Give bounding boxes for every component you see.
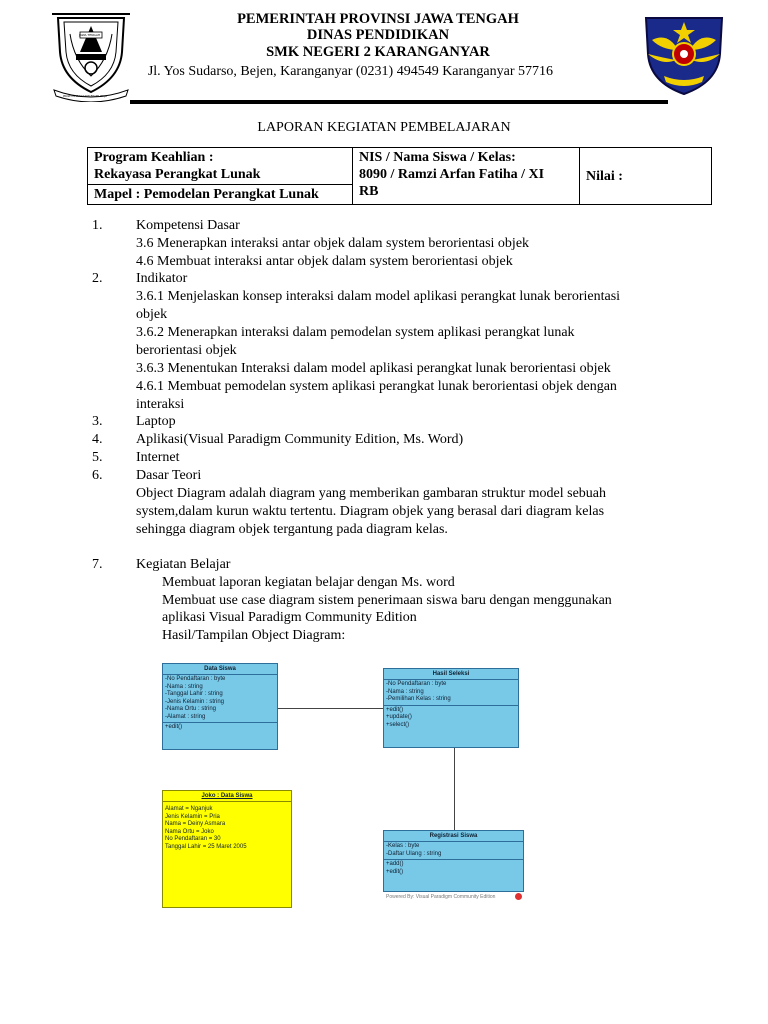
operation: +edit()	[165, 724, 183, 730]
slot: Nama = Deiny Asmara	[165, 821, 226, 827]
attribute: -Nama Ortu : string	[165, 706, 217, 712]
kegiatan-line: Hasil/Tampilan Object Diagram:	[162, 628, 346, 643]
list-item: Internet	[136, 450, 180, 465]
slot: No Pendaftaran = 30	[165, 836, 221, 842]
school-logo	[642, 10, 726, 96]
mapel-cell	[88, 185, 353, 205]
kegiatan-line: Membuat laporan kegiatan belajar dengan Ms. word	[162, 575, 455, 590]
item-number: 1.	[92, 218, 103, 233]
list-item: 3.6 Menerapkan interaksi antar objek dalam system berorientasi objek	[136, 236, 530, 251]
header-line-3: SMK NEGERI 2 KARANGANYAR	[266, 44, 490, 60]
attribute: -Jenis Kelamin : string	[165, 698, 225, 705]
link-hasilseleksi-registrasi	[454, 746, 455, 831]
nilai-cell	[580, 148, 712, 205]
address-clip	[133, 64, 553, 84]
header-line-2: DINAS PENDIDIKAN	[306, 27, 450, 43]
attribute: -Daftar Ulang : string	[386, 850, 442, 857]
class-name: Data Siswa	[163, 664, 277, 675]
province-logo-label: JAWA TENGAH	[79, 33, 101, 37]
vp-logo-icon	[515, 893, 522, 900]
program-cell	[88, 148, 353, 185]
operation: +add()	[386, 861, 404, 867]
class-operations	[163, 723, 277, 733]
class-attributes	[384, 680, 518, 706]
list-item: Dasar Teori	[136, 468, 202, 483]
program-value: Rekayasa Perangkat Lunak	[94, 167, 261, 182]
list-item: 3.6.2 Menerapkan interaksi dalam pemodelan system aplikasi perangkat lunak	[136, 325, 575, 340]
class-attributes	[384, 842, 523, 860]
province-logo-ribbon: PRASETYA ULAH SAKTI BHAKTI PRAJA	[63, 95, 107, 98]
attribute: -Pemilihan Kelas : string	[386, 696, 451, 702]
attribute: -No Pendaftaran : byte	[386, 681, 447, 687]
list-item: 4.6.1 Membuat pemodelan system aplikasi perangkat lunak berorientasi objek dengan	[136, 379, 617, 394]
slot: Jenis Kelamin = Pria	[165, 813, 220, 820]
operation: +update()	[386, 714, 412, 720]
report-title: LAPORAN KEGIATAN PEMBELAJARAN	[257, 120, 511, 135]
nis-label: NIS / Nama Siswa / Kelas:	[359, 150, 516, 165]
list-item: sehingga diagram objek tergantung pada diagram kelas.	[136, 522, 448, 537]
attribute: -Alamat : string	[165, 713, 206, 720]
nis-value-2: RB	[359, 184, 379, 199]
object-slots	[163, 802, 291, 852]
list-item: 3.6.3 Menentukan Interaksi dalam model aplikasi perangkat lunak berorientasi objek	[136, 361, 611, 376]
nilai-label: Nilai :	[586, 168, 623, 184]
operation: +select()	[386, 721, 410, 728]
list-item: system,dalam kurun waktu tertentu. Diagram objek yang berasal dari diagram kelas	[136, 504, 605, 519]
slot: Nama Ortu = Joko	[165, 828, 214, 835]
header-rule	[130, 100, 668, 104]
item-number: 5.	[92, 450, 103, 465]
slot: Tanggal Lahir = 25 Maret 2005	[165, 843, 247, 850]
operation: +edit()	[386, 706, 404, 713]
class-operations	[384, 706, 518, 731]
class-operations	[384, 860, 523, 877]
class-hasil-seleksi	[383, 668, 519, 748]
class-name: Hasil Seleksi	[384, 669, 518, 680]
attribute: -Nama : string	[386, 688, 424, 695]
list-item: berorientasi objek	[136, 343, 237, 358]
list-item: Laptop	[136, 414, 176, 429]
list-item: interaksi	[136, 397, 185, 412]
attribute: -No Pendaftaran : byte	[165, 676, 226, 682]
attribute: -Nama : string	[165, 683, 203, 690]
list-item: Indikator	[136, 271, 188, 286]
class-name: Registrasi Siswa	[384, 831, 523, 842]
operation: +edit()	[386, 868, 404, 875]
slot: Alamat = Nganjuk	[165, 806, 213, 812]
list-item: objek	[136, 307, 168, 322]
program-label: Program Keahlian :	[94, 150, 214, 165]
class-attributes	[163, 675, 277, 723]
mapel-label: Mapel : Pemodelan Perangkat Lunak	[94, 187, 319, 202]
list-item: 3.6.1 Menjelaskan konsep interaksi dalam model aplikasi perangkat lunak berorientasi	[136, 289, 621, 304]
list-item: Kompetensi Dasar	[136, 218, 240, 233]
list-item: Aplikasi(Visual Paradigm Community Edition, Ms. Word)	[136, 432, 464, 447]
list-item: Object Diagram adalah diagram yang memberikan gambaran struktur model sebuah	[136, 486, 606, 501]
kegiatan-line: Membuat use case diagram sistem penerimaan siswa baru dengan menggunakan	[162, 593, 612, 608]
address: Jl. Yos Sudarso, Bejen, Karanganyar (0231) 494549 Karanganyar 57716	[147, 64, 553, 79]
info-table	[87, 147, 712, 205]
list-item: Kegiatan Belajar	[136, 557, 231, 572]
header-line-1: PEMERINTAH PROVINSI JAWA TENGAH	[237, 11, 519, 27]
object-joko	[162, 790, 292, 908]
item-number: 6.	[92, 468, 103, 483]
list-item: 4.6 Membuat interaksi antar objek dalam system berorientasi objek	[136, 254, 513, 269]
item-number: 4.	[92, 432, 103, 447]
class-registrasi-siswa	[383, 830, 524, 892]
powered-by-text: Powered By: Visual Paradigm Community Edition	[386, 894, 496, 900]
nis-cell	[353, 148, 580, 205]
item-number: 2.	[92, 271, 103, 286]
attribute: -Tanggal Lahir : string	[165, 691, 223, 697]
item-number: 3.	[92, 414, 103, 429]
class-data-siswa	[162, 663, 278, 750]
nis-value: 8090 / Ramzi Arfan Fatiha / XI	[359, 167, 545, 182]
object-name: Joko : Data Siswa	[163, 791, 291, 802]
attribute: -Kelas : byte	[386, 843, 420, 849]
item-number: 7.	[92, 557, 103, 572]
kegiatan-line: aplikasi Visual Paradigm Community Edition	[162, 610, 417, 625]
link-datasiswa-hasilseleksi	[276, 708, 384, 709]
